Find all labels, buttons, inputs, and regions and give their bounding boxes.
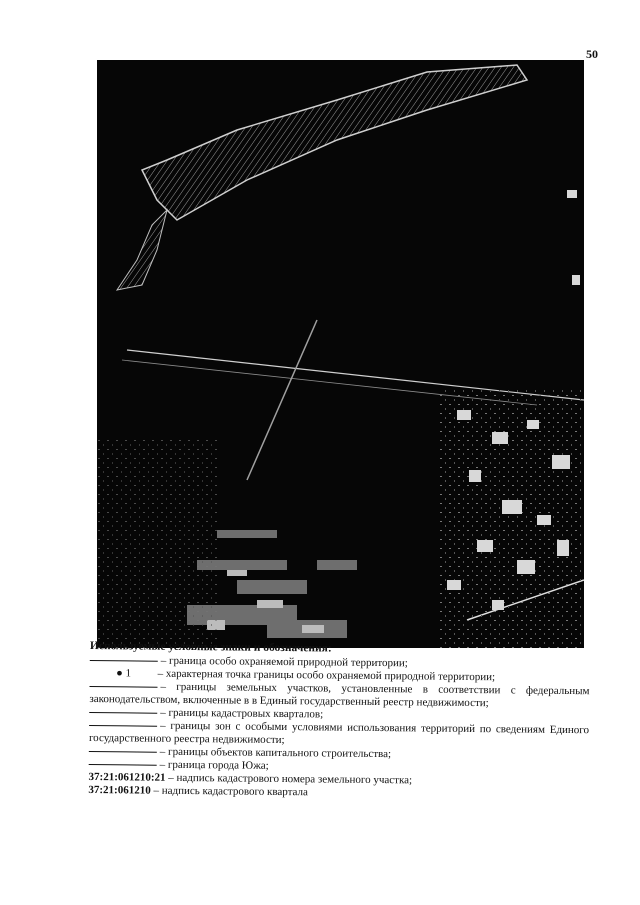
- legend-item-special-zones-boundaries: – границы зон с особыми условиями использования территорий по сведениям Единого государственного реестра недвижимости;: [88, 719, 590, 747]
- solid-line-symbol: [90, 686, 158, 688]
- solid-line-symbol: [89, 712, 157, 714]
- legend-item-protected-area-boundary: – граница особо охраняемой природной территории;: [90, 654, 590, 672]
- legend-item-land-plot-boundaries: – границы земельных участков, установленные в соответствии с федеральным законодательством, включенные в в Единый государственный реестр недвижимости;: [89, 680, 590, 710]
- solid-line-symbol: [89, 764, 157, 766]
- legend-item-land-plot-number-label: 37:21:061210:21 – надпись кадастрового номера земельного участка;: [88, 770, 413, 787]
- solid-line-symbol: [89, 751, 157, 753]
- legend-item-construction-boundaries: – границы объектов капитального строительства;: [89, 745, 589, 763]
- page-number: 50: [586, 47, 598, 61]
- legend: [88, 640, 590, 802]
- legend-item-cadastral-quarter-label: 37:21:061210 – надпись кадастрового квартала: [88, 783, 308, 799]
- cadastral-number-code: 37:21:061210:21: [88, 770, 166, 784]
- legend-item-cadastral-quarter-boundaries: – границы кадастровых кварталов;: [89, 706, 589, 724]
- legend-item-characteristic-point: ● 1 – характерная точка границы особо охраняемой природной территории;: [90, 667, 590, 685]
- solid-line-symbol: [90, 660, 158, 662]
- legend-item-city-boundary: – граница города Южа;: [89, 758, 589, 776]
- point-marker-symbol: ● 1: [116, 667, 132, 680]
- cadastral-quarter-code: 37:21:061210: [88, 783, 151, 797]
- legend-title: Используемые условные знаки и обозначения:: [89, 640, 332, 655]
- aerial-map-image: [97, 60, 584, 648]
- solid-line-symbol: [89, 725, 157, 727]
